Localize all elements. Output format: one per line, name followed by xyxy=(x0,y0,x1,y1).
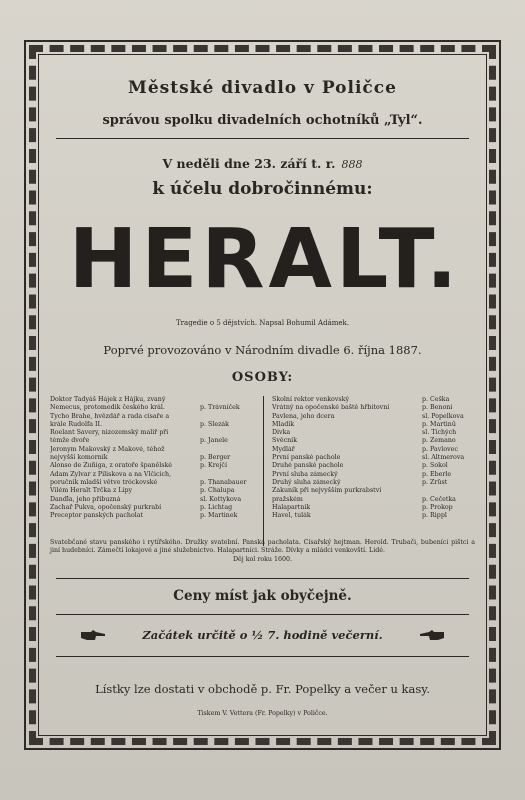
cast-role: Druhý sluha zámecký xyxy=(272,478,341,486)
society-line: správou spolku divadelních ochotníků „Tyl“. xyxy=(102,113,423,128)
cast-actor: p. Martinek xyxy=(200,512,238,520)
cast-row xyxy=(272,471,477,479)
cast-actor: p. Benoni xyxy=(422,404,453,412)
cast-row xyxy=(50,437,255,445)
cast-row xyxy=(50,504,255,512)
cast-role: Pavlena, jeho dcera xyxy=(272,412,335,420)
cast-row xyxy=(272,446,477,454)
cast-row xyxy=(272,462,477,470)
extras-text: Svatebčané stavu panského i rytířského. Družky svatební. Panská pacholata. Císařský hejtman. Herold. Trubači, bubeníci pištci a jiní hudebníci. Zámečtí lokajové a jiné služebnictvo. Halapartníci. Stráže. Dívky a mládci venkovští. Lidé. xyxy=(50,539,475,555)
cast-actor xyxy=(200,413,255,421)
cast-row xyxy=(272,413,477,421)
cast-role: Dívka xyxy=(272,429,291,437)
cast-row xyxy=(50,462,255,470)
cast-role: Danďla, jeho příbuzná xyxy=(50,495,121,503)
theatre-name: Městské divadlo v Poličce xyxy=(128,78,397,98)
date-text: V neděli dne 23. září t. r. xyxy=(162,156,336,171)
cast-role: Roelant Savery, nizozemský malíř při xyxy=(50,429,169,437)
cast-actor: p. Krejčí xyxy=(200,462,227,470)
cast-row xyxy=(50,471,255,479)
cast-role: Mydlář xyxy=(272,445,295,453)
tickets-line: Lístky lze dostati v obchodě p. Fr. Popelky a večer u kasy. xyxy=(95,682,430,696)
cast-role: Školní rektor venkovský xyxy=(272,396,349,403)
cast-row xyxy=(50,454,255,462)
purpose-line: k účelu dobročinnému: xyxy=(152,179,373,199)
cast-row xyxy=(50,446,255,454)
cast-actor: p. Prokop xyxy=(422,503,453,511)
pointing-hand-left-icon xyxy=(419,629,445,641)
cast-role: První panské pachole xyxy=(272,454,341,462)
cast-role: První sluha zámecký xyxy=(272,470,338,478)
cast-row xyxy=(272,421,477,429)
cast-row xyxy=(272,404,477,412)
cast-actor: sl. Altmerova xyxy=(422,454,465,462)
cast-role: Doktor Tadyáš Hájek z Hájku, zvaný xyxy=(50,396,166,403)
divider-top xyxy=(56,138,469,139)
cast-actor xyxy=(422,487,477,495)
cast-role: Zachař Pukva, opočenský purkrabí xyxy=(50,503,162,511)
divider-start-bottom xyxy=(56,656,469,657)
cast-row xyxy=(50,512,255,520)
cast-row xyxy=(50,421,255,429)
cast-actor: p. Chalupa xyxy=(200,487,235,495)
cast-actor: p. Thanabauer xyxy=(200,478,247,486)
cast-actor: p. Janele xyxy=(200,437,228,445)
cast-role: Zakuník při nejvyšším purkrabství xyxy=(272,487,382,495)
cast-column-left xyxy=(50,396,255,520)
cast-role: nejvyšší komorník xyxy=(50,454,108,462)
cast-actor: sl. Kottykova xyxy=(200,495,242,503)
cast-actor xyxy=(200,429,255,437)
cast-row xyxy=(50,487,255,495)
cast-row xyxy=(272,504,477,512)
cast-row xyxy=(272,437,477,445)
date-line xyxy=(44,156,481,171)
poster-content xyxy=(44,58,481,732)
cast-actor: p. Rippl xyxy=(422,512,447,520)
cast-list xyxy=(50,396,477,551)
cast-role: témže dvoře xyxy=(50,437,90,445)
cast-actor: p. Češka xyxy=(422,396,450,403)
cast-role: Adam Zylvar z Piliskova a na Vlčicích, xyxy=(50,470,172,478)
cast-role: Druhé panské pachole xyxy=(272,462,344,470)
cast-actor: p. Sokol xyxy=(422,462,448,470)
cast-actor xyxy=(200,396,255,404)
divider-prices-bottom xyxy=(56,614,469,615)
divider-prices-top xyxy=(56,578,469,579)
cast-row xyxy=(272,487,477,495)
cast-actor: p. Slezák xyxy=(200,420,229,428)
cast-role: Svěcník xyxy=(272,437,298,445)
cast-role: Halapartník xyxy=(272,503,311,511)
cast-role: Vrátný na opočenské baště hřbitovní xyxy=(272,404,390,412)
cast-role: Preceptor panských pacholat xyxy=(50,512,144,520)
cast-divider xyxy=(263,396,264,546)
cast-actor: p. Eberle xyxy=(422,470,452,478)
cast-role: Alonso de Zuñiga, z oratoře španělské xyxy=(50,462,172,470)
cast-heading: OSOBY: xyxy=(231,370,294,385)
cast-actor: p. Martinů xyxy=(422,420,456,428)
cast-row xyxy=(50,404,255,412)
cast-role: poručník mladší větve tróckovské xyxy=(50,478,158,486)
premiere-line: Poprvé provozováno v Národním divadle 6. října 1887. xyxy=(103,343,422,357)
cast-row xyxy=(272,479,477,487)
cast-row xyxy=(272,396,477,404)
prices-line: Ceny míst jak obyčejně. xyxy=(173,588,352,604)
handwritten-year: 888 xyxy=(341,158,363,171)
cast-row xyxy=(50,479,255,487)
cast-actor: p. Zrůst xyxy=(422,478,448,486)
cast-actor: p. Pavlovec xyxy=(422,445,458,453)
cast-role: Tycho Brahe, hvězdář a rada císaře a xyxy=(50,412,170,420)
cast-actor xyxy=(200,471,255,479)
play-title: HERALT. xyxy=(68,212,462,307)
cast-role: krále Rudolfa II. xyxy=(50,420,103,428)
cast-row xyxy=(50,429,255,437)
cast-role: Jeronym Makovský z Makové, téhož xyxy=(50,445,165,453)
cast-actor: p. Trávníček xyxy=(200,404,240,412)
cast-actor: p. Čečetka xyxy=(422,495,456,503)
printer-line: Tiskem V. Vettera (Fr. Popelky) v Poličce. xyxy=(197,710,328,717)
cast-role: Nemecus, protomedik českého král. xyxy=(50,404,165,412)
cast-row xyxy=(272,454,477,462)
cast-role: Mladík xyxy=(272,420,295,428)
start-line xyxy=(80,626,445,644)
pointing-hand-right-icon xyxy=(80,629,106,641)
cast-column-right xyxy=(272,396,477,520)
cast-row xyxy=(50,396,255,404)
cast-actor: p. Lichtag xyxy=(200,503,233,511)
cast-row xyxy=(272,429,477,437)
cast-role: Havel, tulák xyxy=(272,512,311,520)
cast-actor: p. Zemano xyxy=(422,437,456,445)
cast-note xyxy=(50,539,475,564)
cast-row xyxy=(272,512,477,520)
cast-role: Vilém Heralt Trčka z Lipy xyxy=(50,487,133,495)
start-time: Začátek určitě o ½ 7. hodině večerní. xyxy=(142,628,383,642)
play-subtitle: Tragedie o 5 dějstvích. Napsal Bohumil Adámek. xyxy=(176,319,349,327)
cast-actor xyxy=(200,446,255,454)
cast-row xyxy=(50,496,255,504)
cast-row xyxy=(50,413,255,421)
cast-actor: sl. Tichých xyxy=(422,429,457,437)
cast-role: pražském xyxy=(272,495,303,503)
cast-actor: p. Berger xyxy=(200,454,231,462)
era-text: Děj kol roku 1600. xyxy=(232,555,293,563)
cast-row xyxy=(272,496,477,504)
cast-actor: sl. Popelkova xyxy=(422,412,464,420)
